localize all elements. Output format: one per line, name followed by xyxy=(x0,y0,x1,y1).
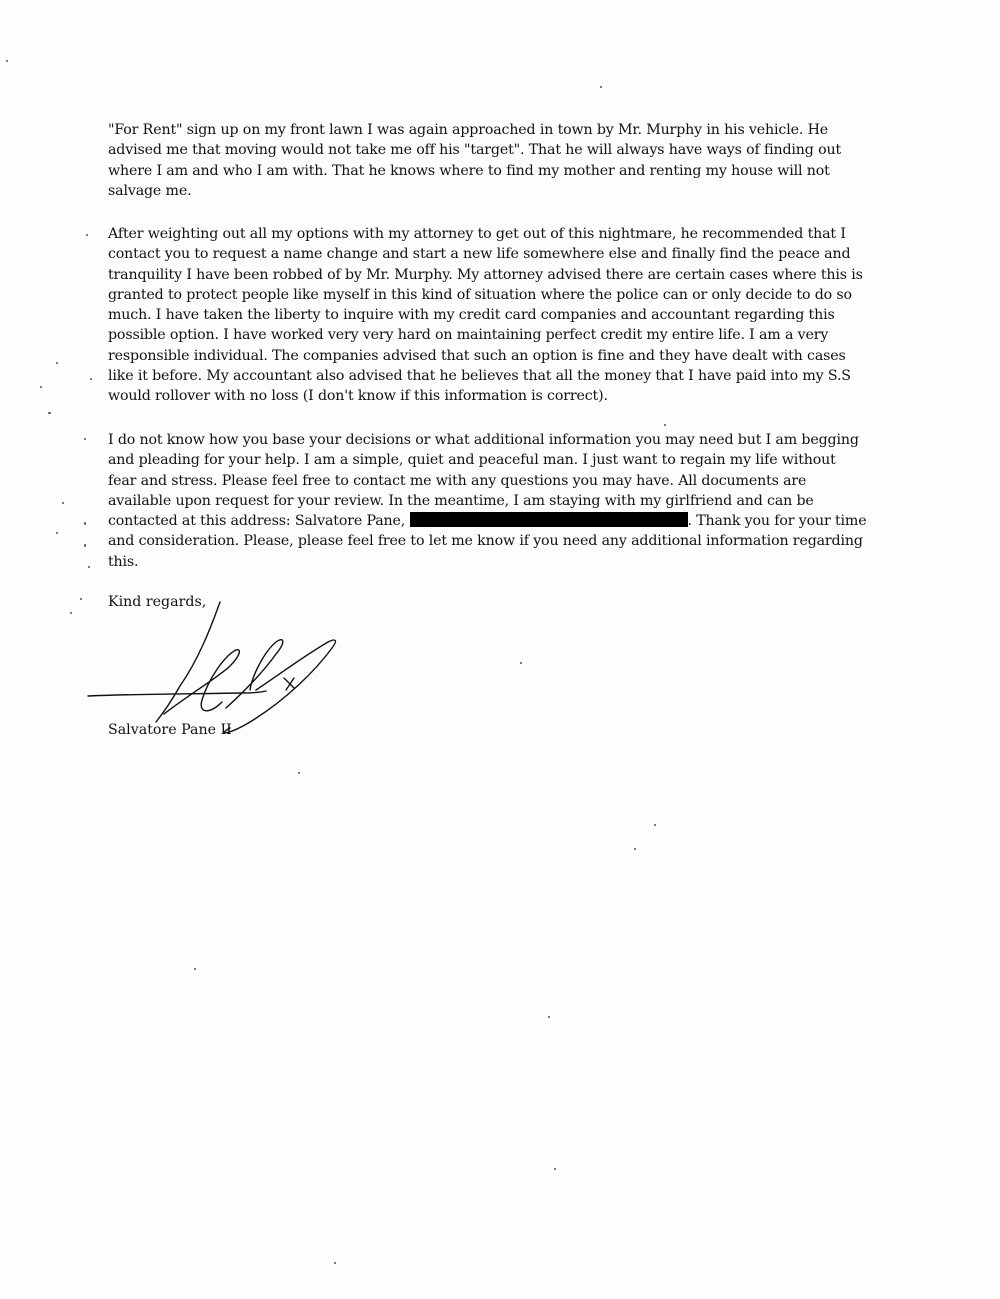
scan-speck xyxy=(554,1168,556,1170)
scan-speck xyxy=(548,1016,550,1018)
scan-speck xyxy=(6,60,8,62)
scan-speck xyxy=(62,502,64,504)
scan-speck xyxy=(80,598,82,600)
scan-speck xyxy=(334,1262,336,1264)
scan-speck xyxy=(88,566,90,568)
scan-speck xyxy=(520,662,522,664)
paragraph-3-text-after-redaction: . Thank you for your time and consideration. Please, please feel free to let me know if you need any additional information regarding this. xyxy=(108,513,867,570)
scan-speck xyxy=(84,544,86,547)
scan-speck xyxy=(56,362,58,364)
letter-closing: Kind regards, xyxy=(108,594,207,610)
scan-speck xyxy=(56,532,58,534)
scan-speck xyxy=(90,378,92,380)
signatory-name: Salvatore Pane II xyxy=(108,722,232,738)
letter-paragraph-2: After weighting out all my options with my attorney to get out of this nightmare, he recommended that I contact you to request a name change and start a new life somewhere else and finally find the peace and tranquility I have been robbed of by Mr. Murphy. My attorney advised there are certain cases where this is granted to protect people like myself in this kind of situation where the police can or only decide to do so much. I have taken the liberty to inquire with my credit card companies and accountant regarding this possible option. I have worked very very hard on maintaining perfect credit my entire life. I am a very responsible individual. The companies advised that such an option is fine and they have dealt with cases like it before. My accountant also advised that he believes that all the money that I have paid into my S.S would rollover with no loss (I don't know if this information is correct). xyxy=(108,226,863,405)
scan-speck xyxy=(84,522,86,525)
letter-paragraph-1: "For Rent" sign up on my front lawn I was again approached in town by Mr. Murphy in his vehicle. He advised me that moving would not take me off his "target". That he will always have ways of finding out where I am and who I am with. That he knows where to find my mother and renting my house will not salvage me. xyxy=(108,122,841,199)
scan-speck xyxy=(634,848,636,850)
handwritten-signature-icon xyxy=(80,590,350,750)
address-redaction-bar xyxy=(410,512,688,527)
scan-speck xyxy=(40,386,42,388)
paragraph-3-text-before-redaction: I do not know how you base your decisions or what additional information you may need but I am begging and pleading for your help. I am a simple, quiet and peaceful man. I just want to regain my life without fear and stress. Please feel free to contact me with any questions you may have. All documents are available upon request for your review. In the meantime, I am staying with my girlfriend and can be contacted at this address: Salvatore Pane, xyxy=(108,432,859,530)
letter-paragraph-3 xyxy=(108,430,868,572)
scan-speck xyxy=(298,772,300,774)
scan-speck xyxy=(194,968,196,970)
scan-speck xyxy=(84,438,86,440)
scan-speck xyxy=(664,424,666,426)
scan-speck xyxy=(48,412,51,414)
scan-speck xyxy=(86,234,88,236)
scan-speck xyxy=(70,612,72,614)
scan-speck xyxy=(654,824,656,826)
scan-speck xyxy=(600,86,602,88)
